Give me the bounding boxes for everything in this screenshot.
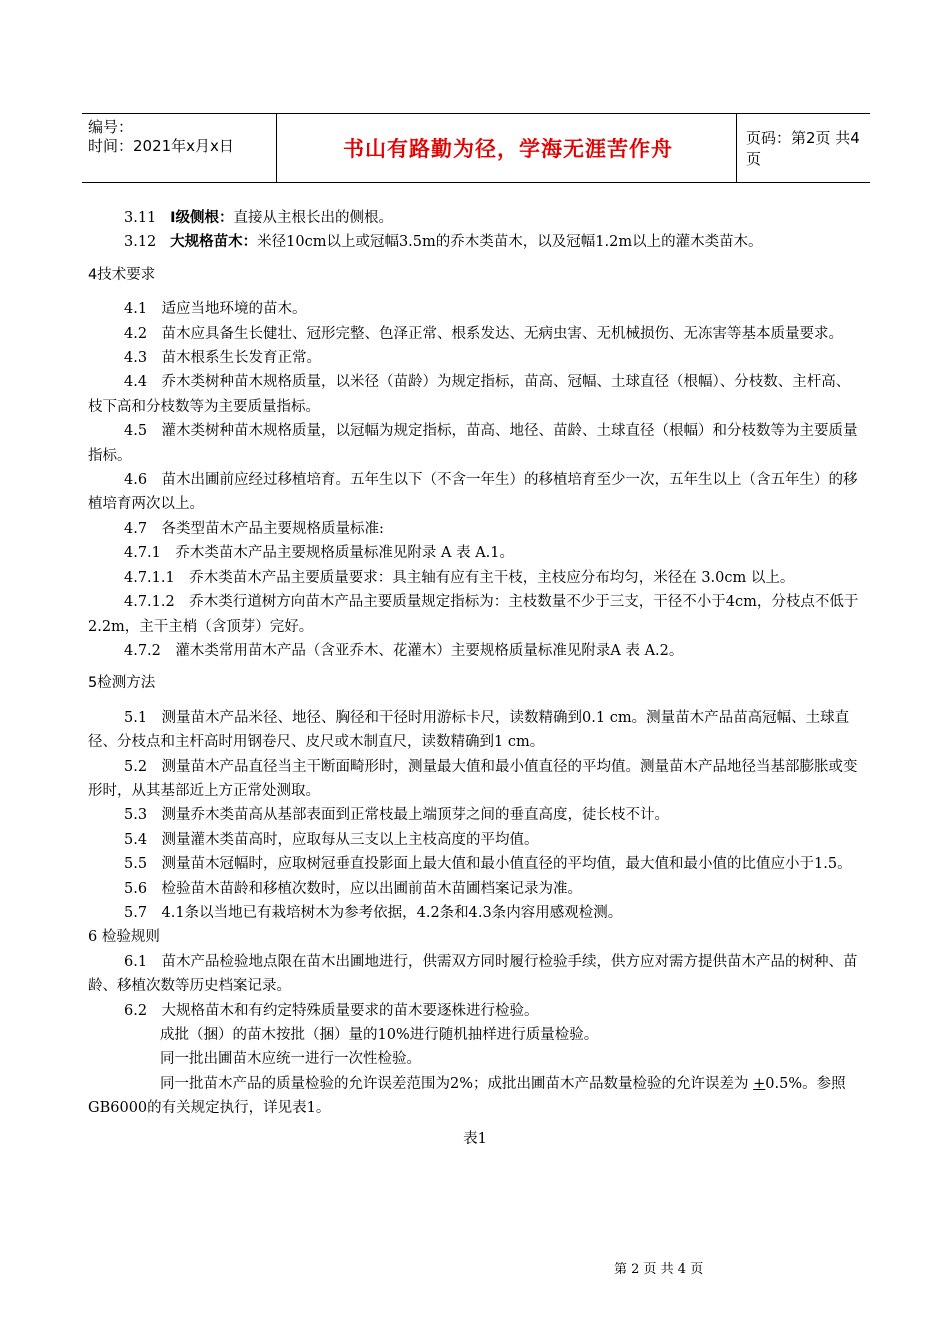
paragraph: 5.3 测量乔木类苗高从基部表面到正常枝最上端顶芽之间的垂直高度，徒长枝不计。 (124, 807, 670, 824)
table-caption: 表1 (463, 1130, 487, 1147)
paragraph: 4.1 适应当地环境的苗木。 (124, 301, 307, 318)
time-label: 时间：2021年x月x日 (88, 137, 234, 155)
document-body (88, 206, 862, 1151)
text-fragment: 同一批苗木产品的质量检验的允许误差范围为2%；成批出圃苗木产品数量检验的允许误差为 (160, 1075, 754, 1092)
term-definition: 直接从主根长出的侧根。 (233, 210, 394, 226)
paragraph: 5.6 检验苗木苗龄和移植次数时，应以出圃前苗木苗圃档案记录为准。 (124, 880, 583, 897)
paragraph (88, 1072, 862, 1121)
text-fragment: 0.5%。参照GB6000的有关规定执行，详见表1。 (88, 1075, 846, 1117)
header-motto: 书山有路勤为径，学海无涯苦作舟 (343, 137, 673, 161)
plus-minus-sign: + (753, 1075, 766, 1092)
page-footer: 第 2 页 共 4 页 (614, 1262, 704, 1277)
paragraph: 5.7 4.1条以当地已有栽培树木为参考依据，4.2条和4.3条内容用感观检测。 (124, 904, 623, 921)
paragraph: 4.7.1.2 乔木类行道树方向苗木产品主要质量规定指标为：主枝数量不少于三支，干径不小于4cm，分枝点不低于2.2m，主干主梢（含顶芽）完好。 (88, 594, 859, 635)
section-5-items (88, 706, 862, 926)
section-heading: 5检测方法 (88, 675, 156, 692)
term-number: 3.12 (124, 234, 157, 251)
term-name: 大规格苗木： (170, 234, 258, 251)
paragraph: 6.1 苗木产品检验地点限在苗木出圃地进行，供需双方同时履行检验手续，供方应对需方提供苗木产品的树种、苗龄、移植次数等历史档案记录。 (88, 953, 858, 995)
paragraph: 成批（捆）的苗木按批（捆）量的10%进行随机抽样进行质量检验。 (160, 1027, 599, 1043)
paragraph: 5.5 测量苗木冠幅时，应取树冠垂直投影面上最大值和最小值直径的平均值，最大值和最小值的比值应小于1.5。 (124, 856, 852, 873)
paragraph: 4.3 苗木根系生长发育正常。 (124, 350, 322, 367)
paragraph: 同一批出圃苗木应统一进行一次性检验。 (160, 1051, 421, 1068)
paragraph: 6.2 大规格苗木和有约定特殊质量要求的苗木要逐株进行检验。 (124, 1002, 539, 1019)
paragraph: 5.4 测量灌木类苗高时，应取每从三支以上主枝高度的平均值。 (124, 831, 539, 848)
term-number: 3.11 (124, 210, 157, 226)
header-divider (276, 114, 277, 182)
paragraph: 4.2 苗木应具备生长健壮、冠形完整、色泽正常、根系发达、无病虫害、无机械损伤、无冻害等基本质量要求。 (124, 325, 844, 342)
term-definition: 米径10cm以上或冠幅3.5m的乔木类苗木，以及冠幅1.2m以上的灌木类苗木。 (257, 234, 763, 251)
paragraph: 4.7.2 灌木类常用苗木产品（含亚乔木、花灌木）主要规格质量标准见附录A 表 A.2。 (124, 642, 684, 659)
paragraph: 5.2 测量苗木产品直径当主干断面畸形时，测量最大值和最小值直径的平均值。测量苗木产品地径当基部膨胀或变形时，从其基部近上方正常处测取。 (88, 758, 858, 799)
section-6-items (88, 950, 862, 1023)
paragraph: 4.6 苗木出圃前应经过移植培育。五年生以下（不含一年生）的移植培育至少一次，五年生以上（含五年生）的移植培育两次以上。 (88, 472, 858, 513)
section-4-items (88, 297, 862, 663)
term-3-11 (88, 206, 862, 230)
section-heading: 6 检验规则 (88, 929, 160, 946)
header-meta (88, 118, 234, 156)
paragraph: 4.7.1.1 乔木类苗木产品主要质量要求：具主轴有应有主干枝，主枝应分布均匀，米径在 3.0cm 以上。 (124, 569, 795, 586)
term-name: Ⅰ级侧根： (170, 210, 234, 226)
paragraph: 4.5 灌木类树种苗木规格质量，以冠幅为规定指标，苗高、地径、苗龄、土球直径（根幅）和分枝数等为主要质量指标。 (88, 423, 858, 464)
header-divider (736, 114, 737, 182)
paragraph: 5.1 测量苗木产品米径、地径、胸径和干径时用游标卡尺，读数精确到0.1 cm。测量苗木产品苗高冠幅、土球直径、分枝点和主杆高时用钢卷尺、皮尺或木制直尺，读数精确到1 cm。 (88, 709, 850, 751)
paragraph: 4.7 各类型苗木产品主要规格质量标准: (124, 520, 384, 537)
header-page-label: 页码：第2页 共4页 (746, 129, 860, 168)
term-3-12 (88, 230, 862, 254)
document-header (82, 113, 870, 183)
paragraph: 4.7.1 乔木类苗木产品主要规格质量标准见附录 A 表 A.1。 (124, 545, 514, 562)
paragraph: 4.4 乔木类树种苗木规格质量，以米径（苗龄）为规定指标，苗高、冠幅、土球直径（根幅）、分枝数、主杆高、枝下高和分枝数等为主要质量指标。 (88, 374, 851, 415)
number-label: 编号： (88, 118, 134, 136)
section-heading: 4技术要求 (88, 266, 156, 283)
